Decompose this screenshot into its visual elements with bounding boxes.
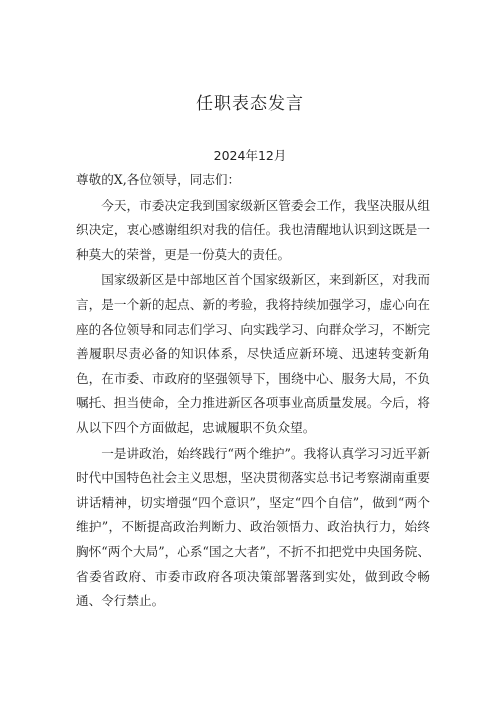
salutation: 尊敬的X,各位领导，同志们：: [76, 172, 241, 187]
paragraph-1: 今天，市委决定我到国家级新区管委会工作，我坚决服从组织决定，衷心感谢组织对我的信任。我也清醒地认识到这既是一种莫大的荣誉，更是一份莫大的责任。: [76, 197, 430, 262]
document-body: [76, 168, 430, 614]
document-title: 任职表态发言: [196, 94, 304, 114]
document-date: 2024年12月: [213, 148, 287, 163]
paragraph-3: 一是讲政治，始终践行“两个维护”。我将认真学习习近平新时代中国特色社会主义思想，坚决贯彻落实总书记考察湖南重要讲话精神，切实增强“四个意识”，坚定“四个自信”，做到“两个维护”，不断提高政治判断力、政治领悟力、政治执行力，始终胸怀“两个大局”，心系“国之大者”，不折不扣把党中央国务院、省委省政府、市委市政府各项决策部署落到实处，做到政令畅通、令行禁止。: [76, 445, 430, 609]
paragraph-2: 国家级新区是中部地区首个国家级新区，来到新区，对我而言，是一个新的起点、新的考验，我将持续加强学习，虚心向在座的各位领导和同志们学习、向实践学习、向群众学习，不断完善履职尽责必备的知识体系，尽快适应新环境、迅速转变新角色，在市委、市政府的坚强领导下，围绕中心、服务大局，不负嘱托、担当使命，全力推进新区各项事业高质量发展。今后，将从以下四个方面做起，忠诚履职不负众望。: [76, 272, 430, 435]
